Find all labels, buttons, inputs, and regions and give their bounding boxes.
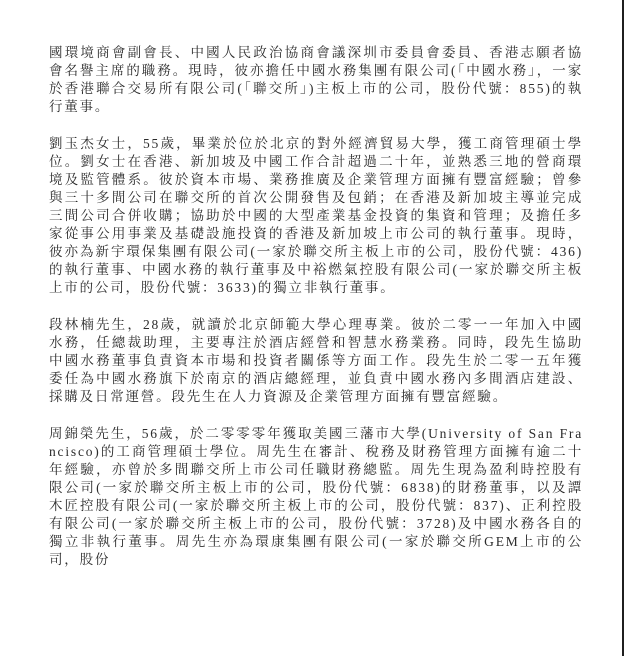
page-edge-vertical-line	[622, 0, 624, 656]
director-biographies-text-block	[49, 44, 583, 588]
paragraph-bio-chow-kam-wing: 周錦榮先生，56歲，於二零零零年獲取美國三藩市大學(University of San Francisco)的工商管理碩士學位。周先生在審計、稅務及財務管理方面擁有逾二十年經驗，亦曾於多間聯交所上市公司任職財務總監。周先生現為盈利時控股有限公司(一家於聯交所主板上市的公司，股份代號：6838)的財務董事，以及譚木匠控股有限公司(一家於聯交所主板上市的公司，股份代號：837)、正利控股有限公司(一家於聯交所主板上市的公司，股份代號：3728)及中國水務各自的獨立非執行董事。周先生亦為環康集團有限公司(一家於聯交所GEM上市的公司，股份	[49, 426, 583, 567]
paragraph-bio-liu-yujie: 劉玉杰女士，55歲，畢業於位於北京的對外經濟貿易大學，獲工商管理碩士學位。劉女士在香港、新加坡及中國工作合計超過二十年，並熟悉三地的營商環境及監管體系。彼於資本市場、業務推廣及企業管理方面擁有豐富經驗；曾參與三十多間公司在聯交所的首次公開發售及包銷；在香港及新加坡主導並完成三間公司合併收購；協助於中國的大型產業基金投資的集資和管理；及擔任多家從事公用事業及基礎設施投資的香港及新加坡上市公司的執行董事。現時，彼亦為新宇環保集團有限公司(一家於聯交所主板上市的公司，股份代號：436)的執行董事、中國水務的執行董事及中裕燃氣控股有限公司(一家於聯交所主板上市的公司，股份代號：3633)的獨立非執行董事。	[49, 136, 583, 295]
paragraph-bio-duan-linnan: 段林楠先生，28歲，就讀於北京師範大學心理專業。彼於二零一一年加入中國水務，任總裁助理，主要專注於酒店經營和智慧水務業務。同時，段先生協助中國水務董事負責資本市場和投資者關係等方面工作。段先生於二零一五年獲委任為中國水務旗下於南京的酒店總經理，並負責中國水務內多間酒店建設、採購及日常運營。段先生在人力資源及企業管理方面擁有豐富經驗。	[49, 317, 583, 404]
paragraph-bio-continuation: 國環境商會副會長、中國人民政治協商會議深圳市委員會委員、香港志願者協會名譽主席的職務。現時，彼亦擔任中國水務集團有限公司(「中國水務」，一家於香港聯合交易所有限公司(「聯交所」)主板上市的公司，股份代號：855)的執行董事。	[49, 45, 583, 114]
